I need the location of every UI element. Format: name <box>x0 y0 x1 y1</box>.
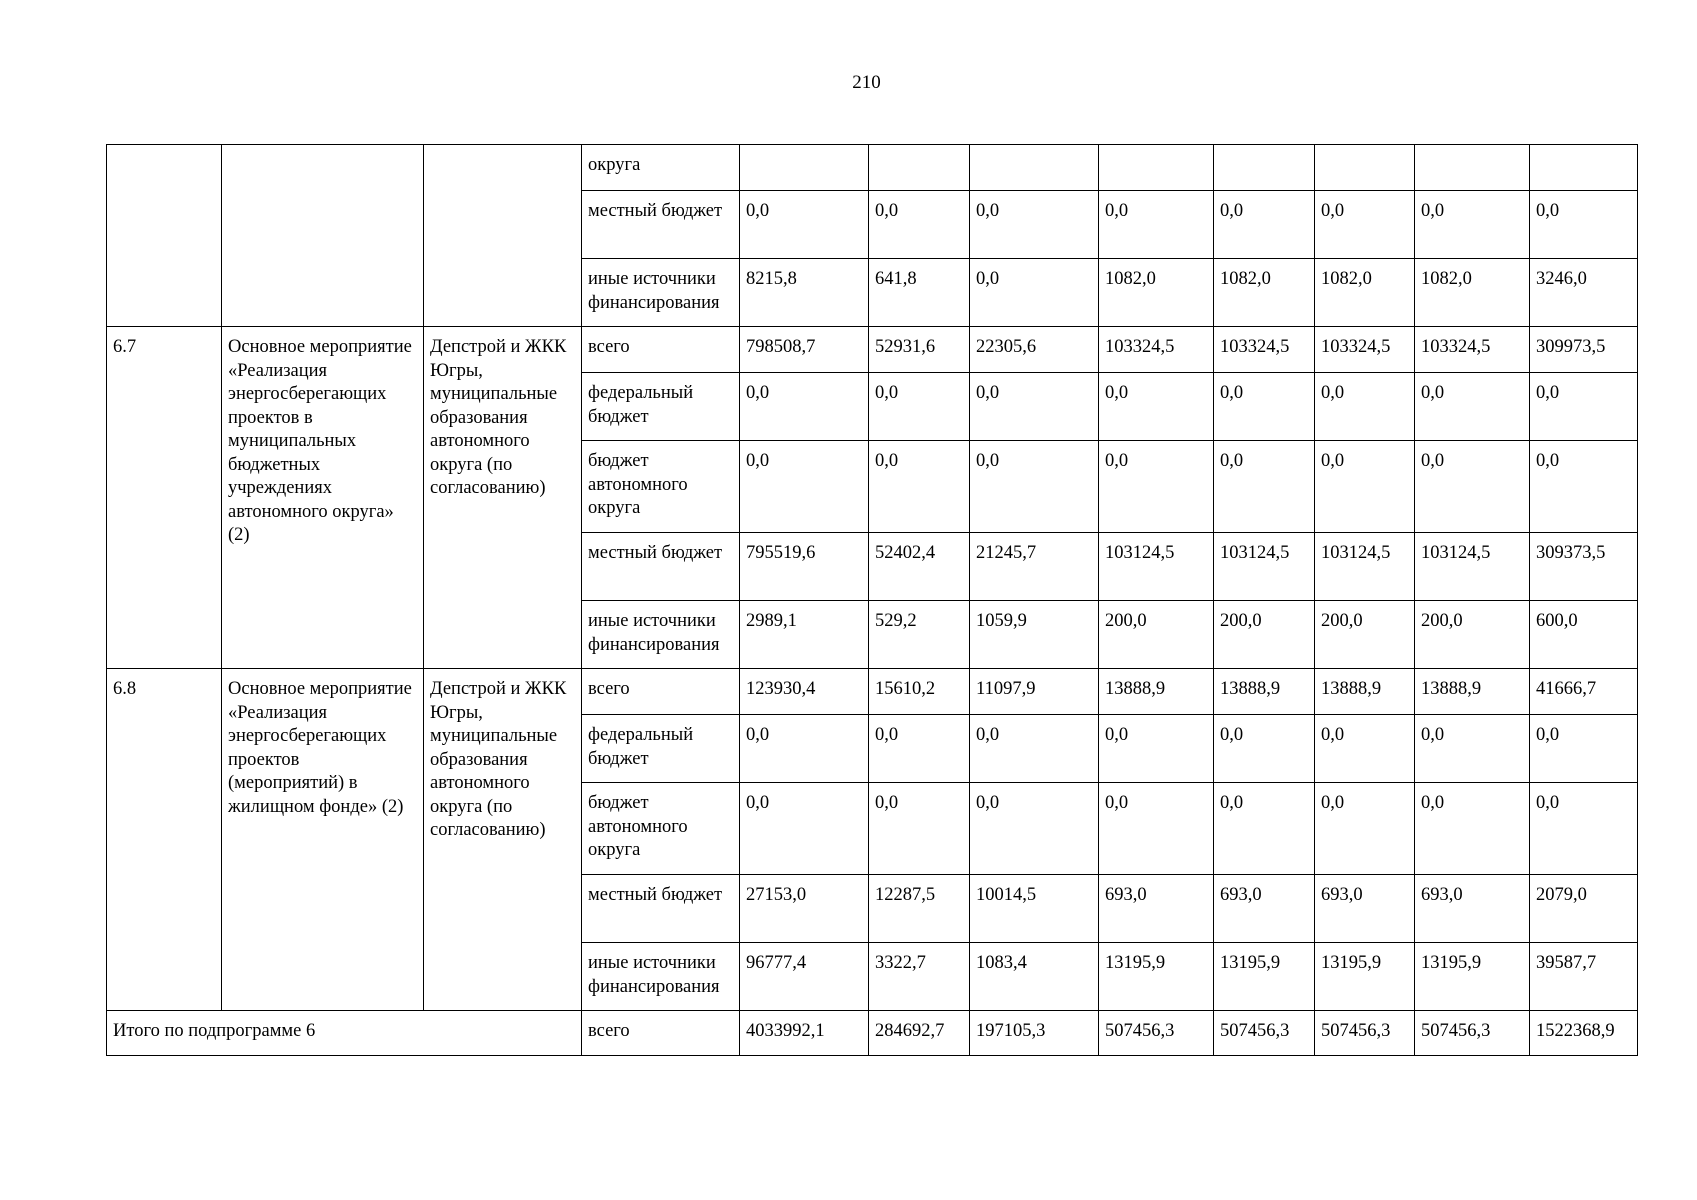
value-cell: 0,0 <box>1530 441 1638 533</box>
value-cell: 0,0 <box>1315 715 1415 783</box>
value-cell: 0,0 <box>740 715 869 783</box>
source-cell: федеральный бюджет <box>582 715 740 783</box>
table-row <box>107 145 1638 191</box>
value-cell: 0,0 <box>1214 191 1315 259</box>
value-cell: 2989,1 <box>740 601 869 669</box>
source-cell: местный бюджет <box>582 533 740 601</box>
value-cell: 103324,5 <box>1415 327 1530 373</box>
value-cell: 1059,9 <box>970 601 1099 669</box>
value-cell: 11097,9 <box>970 669 1099 715</box>
value-cell: 2079,0 <box>1530 875 1638 943</box>
budget-table <box>106 144 1638 1056</box>
source-cell: местный бюджет <box>582 875 740 943</box>
value-cell: 600,0 <box>1530 601 1638 669</box>
total-value: 507456,3 <box>1214 1011 1315 1056</box>
value-cell: 0,0 <box>970 259 1099 327</box>
group-number: 6.7 <box>107 327 222 669</box>
value-cell: 0,0 <box>869 373 970 441</box>
group-executor: Депстрой и ЖКК Югры, муниципальные образования автономного округа (по согласованию) <box>424 327 582 669</box>
value-cell: 3246,0 <box>1530 259 1638 327</box>
value-cell: 21245,7 <box>970 533 1099 601</box>
value-cell: 0,0 <box>1214 441 1315 533</box>
page-number: 210 <box>852 72 881 93</box>
value-cell: 22305,6 <box>970 327 1099 373</box>
source-cell: всего <box>582 669 740 715</box>
source-cell: всего <box>582 1011 740 1056</box>
value-cell: 13888,9 <box>1214 669 1315 715</box>
value-cell: 200,0 <box>1315 601 1415 669</box>
source-cell: округа <box>582 145 740 191</box>
value-cell: 0,0 <box>1415 783 1530 875</box>
value-cell: 15610,2 <box>869 669 970 715</box>
value-cell: 103324,5 <box>1099 327 1214 373</box>
value-cell: 529,2 <box>869 601 970 669</box>
source-cell: иные источники финансирования <box>582 601 740 669</box>
table-body <box>107 145 1638 1056</box>
value-cell: 0,0 <box>1214 715 1315 783</box>
value-cell: 52402,4 <box>869 533 970 601</box>
total-value: 507456,3 <box>1099 1011 1214 1056</box>
value-cell: 13888,9 <box>1415 669 1530 715</box>
value-cell: 13195,9 <box>1315 943 1415 1011</box>
value-cell: 1083,4 <box>970 943 1099 1011</box>
value-cell: 0,0 <box>1099 715 1214 783</box>
num-cell-continued <box>107 145 222 327</box>
value-cell: 13195,9 <box>1415 943 1530 1011</box>
value-cell: 0,0 <box>1530 373 1638 441</box>
value-cell: 0,0 <box>869 441 970 533</box>
source-cell: иные источники финансирования <box>582 943 740 1011</box>
total-value: 507456,3 <box>1415 1011 1530 1056</box>
source-cell: федеральный бюджет <box>582 373 740 441</box>
value-cell: 200,0 <box>1415 601 1530 669</box>
value-cell <box>1315 145 1415 191</box>
value-cell: 798508,7 <box>740 327 869 373</box>
value-cell: 0,0 <box>1315 191 1415 259</box>
value-cell <box>740 145 869 191</box>
source-cell: бюджет автономного округа <box>582 783 740 875</box>
total-value: 4033992,1 <box>740 1011 869 1056</box>
value-cell: 52931,6 <box>869 327 970 373</box>
value-cell: 0,0 <box>1415 373 1530 441</box>
total-row <box>107 1011 1638 1056</box>
value-cell: 13888,9 <box>1099 669 1214 715</box>
value-cell: 0,0 <box>1099 191 1214 259</box>
value-cell: 1082,0 <box>1315 259 1415 327</box>
table-row <box>107 327 1638 373</box>
source-cell: бюджет автономного округа <box>582 441 740 533</box>
value-cell: 10014,5 <box>970 875 1099 943</box>
table-row <box>107 669 1638 715</box>
group-name: Основное мероприятие «Реализация энергосберегающих проектов (мероприятий) в жилищном фонде» (2) <box>222 669 424 1011</box>
value-cell: 0,0 <box>970 373 1099 441</box>
value-cell: 693,0 <box>1315 875 1415 943</box>
value-cell: 3322,7 <box>869 943 970 1011</box>
value-cell: 0,0 <box>1315 373 1415 441</box>
value-cell: 0,0 <box>970 191 1099 259</box>
value-cell: 8215,8 <box>740 259 869 327</box>
value-cell <box>1415 145 1530 191</box>
value-cell: 0,0 <box>740 191 869 259</box>
value-cell: 103324,5 <box>1214 327 1315 373</box>
value-cell: 641,8 <box>869 259 970 327</box>
group-number: 6.8 <box>107 669 222 1011</box>
value-cell: 13195,9 <box>1099 943 1214 1011</box>
value-cell: 1082,0 <box>1214 259 1315 327</box>
total-value: 1522368,9 <box>1530 1011 1638 1056</box>
value-cell <box>1214 145 1315 191</box>
value-cell: 0,0 <box>1415 191 1530 259</box>
value-cell: 0,0 <box>1214 783 1315 875</box>
value-cell: 0,0 <box>1099 373 1214 441</box>
value-cell: 0,0 <box>1315 783 1415 875</box>
value-cell: 103124,5 <box>1214 533 1315 601</box>
value-cell: 693,0 <box>1415 875 1530 943</box>
group-executor: Депстрой и ЖКК Югры, муниципальные образования автономного округа (по согласованию) <box>424 669 582 1011</box>
value-cell: 0,0 <box>970 441 1099 533</box>
total-value: 284692,7 <box>869 1011 970 1056</box>
source-cell: местный бюджет <box>582 191 740 259</box>
total-label: Итого по подпрограмме 6 <box>107 1011 582 1056</box>
value-cell: 200,0 <box>1214 601 1315 669</box>
source-cell: иные источники финансирования <box>582 259 740 327</box>
value-cell: 13195,9 <box>1214 943 1315 1011</box>
total-value: 507456,3 <box>1315 1011 1415 1056</box>
value-cell: 0,0 <box>740 783 869 875</box>
value-cell: 12287,5 <box>869 875 970 943</box>
value-cell: 795519,6 <box>740 533 869 601</box>
value-cell: 0,0 <box>740 441 869 533</box>
value-cell: 123930,4 <box>740 669 869 715</box>
value-cell <box>1530 145 1638 191</box>
group-name: Основное мероприятие «Реализация энергосберегающих проектов в муниципальных бюджетных учреждениях автономного округа» (2) <box>222 327 424 669</box>
value-cell: 0,0 <box>1530 783 1638 875</box>
value-cell: 0,0 <box>1099 441 1214 533</box>
total-value: 197105,3 <box>970 1011 1099 1056</box>
value-cell: 0,0 <box>869 191 970 259</box>
value-cell <box>970 145 1099 191</box>
value-cell: 103124,5 <box>1099 533 1214 601</box>
value-cell: 13888,9 <box>1315 669 1415 715</box>
value-cell: 309373,5 <box>1530 533 1638 601</box>
value-cell: 0,0 <box>1415 441 1530 533</box>
value-cell: 0,0 <box>1530 191 1638 259</box>
value-cell: 0,0 <box>1214 373 1315 441</box>
executor-cell-continued <box>424 145 582 327</box>
value-cell: 1082,0 <box>1099 259 1214 327</box>
value-cell: 0,0 <box>1530 715 1638 783</box>
name-cell-continued <box>222 145 424 327</box>
value-cell: 0,0 <box>869 715 970 783</box>
value-cell: 0,0 <box>869 783 970 875</box>
value-cell: 0,0 <box>1415 715 1530 783</box>
value-cell: 200,0 <box>1099 601 1214 669</box>
value-cell <box>869 145 970 191</box>
value-cell: 103324,5 <box>1315 327 1415 373</box>
value-cell: 0,0 <box>970 715 1099 783</box>
source-cell: всего <box>582 327 740 373</box>
value-cell: 27153,0 <box>740 875 869 943</box>
value-cell: 0,0 <box>1099 783 1214 875</box>
value-cell: 309973,5 <box>1530 327 1638 373</box>
value-cell: 693,0 <box>1099 875 1214 943</box>
value-cell: 41666,7 <box>1530 669 1638 715</box>
value-cell: 96777,4 <box>740 943 869 1011</box>
value-cell: 103124,5 <box>1415 533 1530 601</box>
value-cell: 103124,5 <box>1315 533 1415 601</box>
value-cell <box>1099 145 1214 191</box>
value-cell: 0,0 <box>740 373 869 441</box>
value-cell: 0,0 <box>1315 441 1415 533</box>
value-cell: 0,0 <box>970 783 1099 875</box>
value-cell: 693,0 <box>1214 875 1315 943</box>
value-cell: 1082,0 <box>1415 259 1530 327</box>
value-cell: 39587,7 <box>1530 943 1638 1011</box>
